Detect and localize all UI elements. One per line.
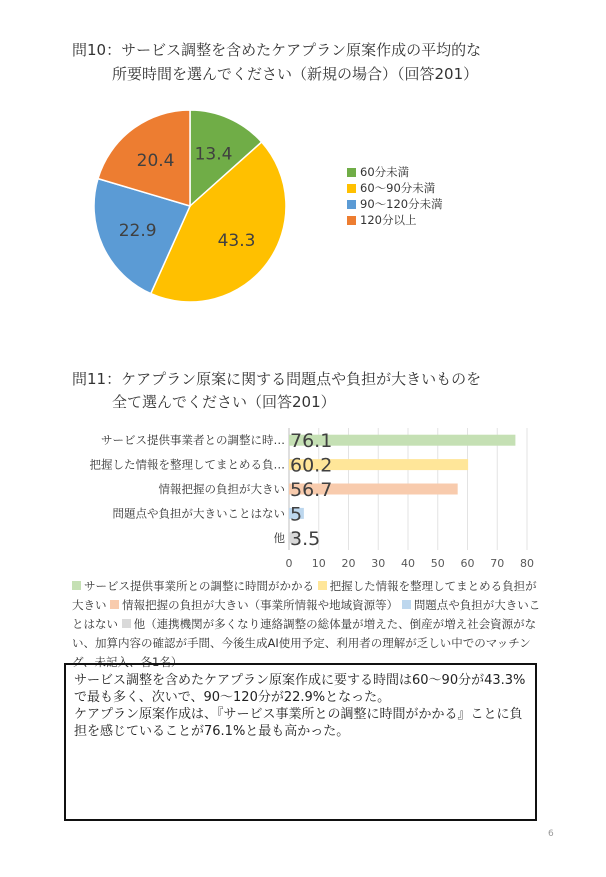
q11-title-line1: 問11：ケアプラン原案に関する問題点や負担が大きいものを (72, 370, 482, 388)
summary-text-1: サービス調整を含めたケアプラン原案作成に要する時間は60～90分が43.3%で最も多く、次いで、90～120分が22.9%となった。 (74, 673, 526, 705)
bar-data-label: 5 (290, 503, 303, 526)
bar-legend-swatch (318, 581, 327, 590)
x-tick-label: 20 (341, 557, 356, 570)
y-category-label: 他 (273, 530, 285, 545)
y-category-label: 情報把握の負担が大きい (158, 482, 285, 496)
bar-legend-swatch (110, 600, 119, 609)
x-tick-label: 40 (401, 557, 415, 570)
bar-data-label: 3.5 (290, 527, 321, 550)
pie-data-label: 20.4 (136, 150, 175, 171)
y-category-label: 問題点や負担が大きいことはない (112, 506, 285, 521)
x-tick-label: 80 (520, 557, 534, 570)
bar-legend-item (72, 579, 314, 593)
x-tick-label: 50 (430, 557, 445, 570)
bar-legend-swatch (122, 619, 131, 628)
x-tick-label: 60 (460, 557, 475, 570)
q10-title-line1: 問10：サービス調整を含めたケアプラン原案作成の平均的な (72, 41, 482, 59)
bar-legend (72, 577, 548, 672)
bar-data-label: 56.7 (290, 479, 333, 501)
y-category-label: 把握した情報を整理してまとめる負… (89, 457, 285, 472)
x-tick-label: 70 (490, 557, 505, 570)
bar-legend-label: 他（連携機関が多くなり連絡調整の総体量が増えた、倒産が増え社会資源がない、加算内容の確認が手間、今後生成AI使用予定、利用者の理解が乏しい中でのマッチング、未記入、各1名） (72, 617, 537, 669)
bar-legend-label: サービス提供事業所との調整に時間がかかる (84, 579, 314, 593)
q10-title-line2: 所要時間を選んでください（新規の場合）（回答201） (112, 65, 479, 83)
pie-legend-label: 90～120分未満 (360, 197, 443, 211)
x-tick-label: 10 (311, 557, 326, 570)
pie-data-label: 13.4 (194, 144, 233, 165)
bar-legend-label: 把握した情報を整理してまとめる負担が大きい (72, 579, 537, 612)
y-category-label: サービス提供事業者との調整に時… (101, 433, 285, 448)
pie-legend-label: 60～90分未満 (360, 181, 436, 195)
bar-legend-item (72, 617, 536, 669)
bar-legend-swatch (72, 581, 81, 590)
summary-text-2: ケアプラン原案作成は、『サービス事業所との調整に時間がかかる』ことに負担を感じていることが76.1%と最も高かった。 (74, 707, 523, 739)
bar-data-label: 60.2 (290, 454, 333, 477)
bar-data-label: 76.1 (290, 430, 333, 453)
bar-legend-swatch (402, 600, 411, 609)
pie-data-label: 22.9 (118, 221, 157, 242)
summary-box (64, 663, 537, 821)
pie-legend-label: 120分以上 (360, 213, 417, 227)
pie-legend-label: 60分未満 (360, 165, 410, 179)
q11-title-line2: 全て選んでください（回答201） (112, 393, 336, 411)
pie-data-label: 43.3 (217, 231, 256, 252)
page-number: 6 (548, 829, 554, 839)
x-tick-label: 30 (371, 557, 386, 570)
x-tick-label: 0 (285, 557, 293, 570)
bar-legend-label: 問題点や負担が大きいことはない (72, 598, 541, 631)
bar-legend-label: 情報把握の負担が大きい（事業所情報や地域資源等） (122, 598, 399, 612)
bar-legend-item (110, 598, 398, 612)
